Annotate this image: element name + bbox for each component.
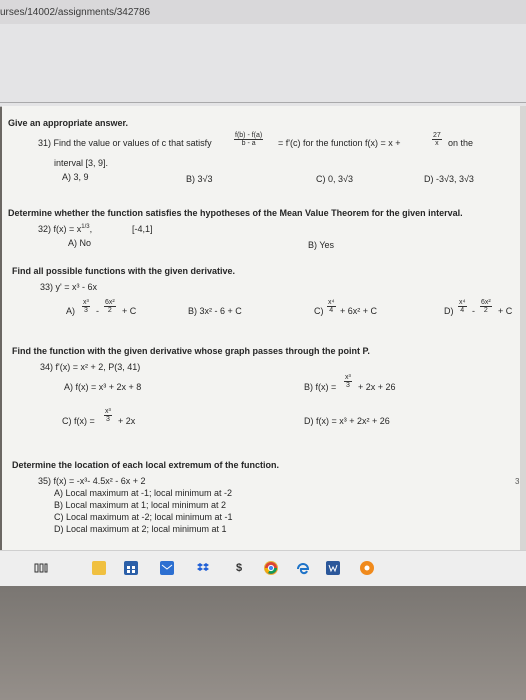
q34-option-c-label: C) f(x) =: [62, 416, 95, 426]
q34-c-frac: $\frac{\text{x³}}{3}$: [105, 408, 111, 423]
q35-stem: 35) f(x) = -x³- 4.5x² - 6x + 2: [38, 476, 146, 486]
q31-stem-end: on the: [448, 138, 474, 148]
q34-option-b-label: B) f(x) =: [304, 382, 337, 392]
q33-c-end: + 6x² + C: [340, 306, 378, 316]
q32-option-a: A) No: [68, 238, 92, 248]
q35-option-d: D) Local maximum at 2; local minimum at 1: [54, 524, 227, 534]
q31-fraction-2: $\frac{27}{x}$: [433, 132, 441, 147]
mail-icon[interactable]: [160, 561, 174, 575]
taskbar: [0, 550, 526, 587]
header-divider: [0, 102, 526, 103]
q31-stem-mid: = f'(c) for the function f(x) = x +: [278, 138, 401, 148]
section-heading: Find the function with the given derivative whose graph passes through the point P.: [12, 346, 370, 356]
q35-option-b: B) Local maximum at 1; local minimum at 2: [54, 500, 227, 510]
q34-option-a: A) f(x) = x³ + 2x + 8: [64, 382, 142, 392]
section-heading: Determine the location of each local extremum of the function.: [12, 460, 280, 470]
q31-option-b: B) 3√3: [186, 174, 213, 184]
q33-option-d-label: D): [444, 306, 454, 316]
edge-icon[interactable]: [296, 561, 310, 575]
section-heading: Find all possible functions with the given derivative.: [12, 266, 236, 276]
desk-surface: [0, 586, 526, 700]
q32-interval: [-4,1]: [132, 224, 153, 234]
q33-a-frac1: $\frac{\text{x³}}{3}$: [83, 299, 89, 314]
q33-c-frac1: $\frac{\text{x⁴}}{4}$: [328, 299, 335, 314]
dollar-icon[interactable]: $: [235, 562, 243, 574]
q33-a-minus: -: [96, 306, 99, 316]
q33-stem: 33) y' = x³ - 6x: [40, 282, 97, 292]
assignment-sheet: [2, 106, 520, 550]
q33-d-frac1: $\frac{\text{x⁴}}{4}$: [459, 299, 466, 314]
q34-b-frac: $\frac{\text{x³}}{3}$: [345, 374, 351, 389]
q31-option-c: C) 0, 3√3: [316, 174, 353, 184]
q32-option-b: B) Yes: [308, 240, 335, 250]
page-number: 3: [515, 477, 520, 486]
q31-fraction: $\frac{f(b) - f(a)}{b - a}$: [235, 132, 263, 147]
store-icon[interactable]: [124, 561, 138, 575]
url-text: urses/14002/assignments/342786: [0, 7, 151, 18]
q33-option-a-label: A): [66, 306, 75, 316]
task-view-icon[interactable]: [34, 561, 48, 575]
q33-d-minus: -: [472, 306, 475, 316]
q35-option-c: C) Local maximum at -2; local minimum at -1: [54, 512, 233, 522]
file-explorer-icon[interactable]: [92, 561, 106, 575]
q34-b-end: + 2x + 26: [358, 382, 396, 392]
q33-option-c-label: C): [314, 306, 324, 316]
q34-option-d: D) f(x) = x³ + 2x² + 26: [304, 416, 390, 426]
section-heading: Determine whether the function satisfies the hypotheses of the Mean Value Theorem for the given interval.: [8, 208, 463, 218]
q31-interval: interval [3, 9].: [54, 158, 109, 168]
q32-stem: 32) $f(x) = x^{1/3}$,: [38, 224, 93, 234]
q33-a-frac2: $\frac{\text{6x²}}{2}$: [105, 299, 115, 314]
sheet-edge: [520, 106, 526, 550]
page-header-band: [0, 24, 526, 107]
vlc-icon[interactable]: [360, 561, 374, 575]
word-icon[interactable]: [326, 561, 340, 575]
q35-option-a: A) Local maximum at -1; local minimum at -2: [54, 488, 233, 498]
q33-d-end: + C: [498, 306, 513, 316]
chrome-icon[interactable]: [264, 561, 278, 575]
dropbox-icon[interactable]: [196, 561, 210, 575]
section-heading: Give an appropriate answer.: [8, 118, 129, 128]
q34-stem: 34) f'(x) = x² + 2, P(3, 41): [40, 362, 141, 372]
address-bar[interactable]: [0, 0, 526, 24]
q34-c-end: + 2x: [118, 416, 136, 426]
q31-option-d: D) -3√3, 3√3: [424, 174, 474, 184]
q33-option-b: B) 3x² - 6 + C: [188, 306, 242, 316]
q31-stem-start: 31) Find the value or values of c that satisfy: [38, 138, 212, 148]
q31-option-a: A) 3, 9: [62, 172, 89, 182]
q33-d-frac2: $\frac{\text{6x²}}{2}$: [481, 299, 491, 314]
q33-a-end: + C: [122, 306, 137, 316]
